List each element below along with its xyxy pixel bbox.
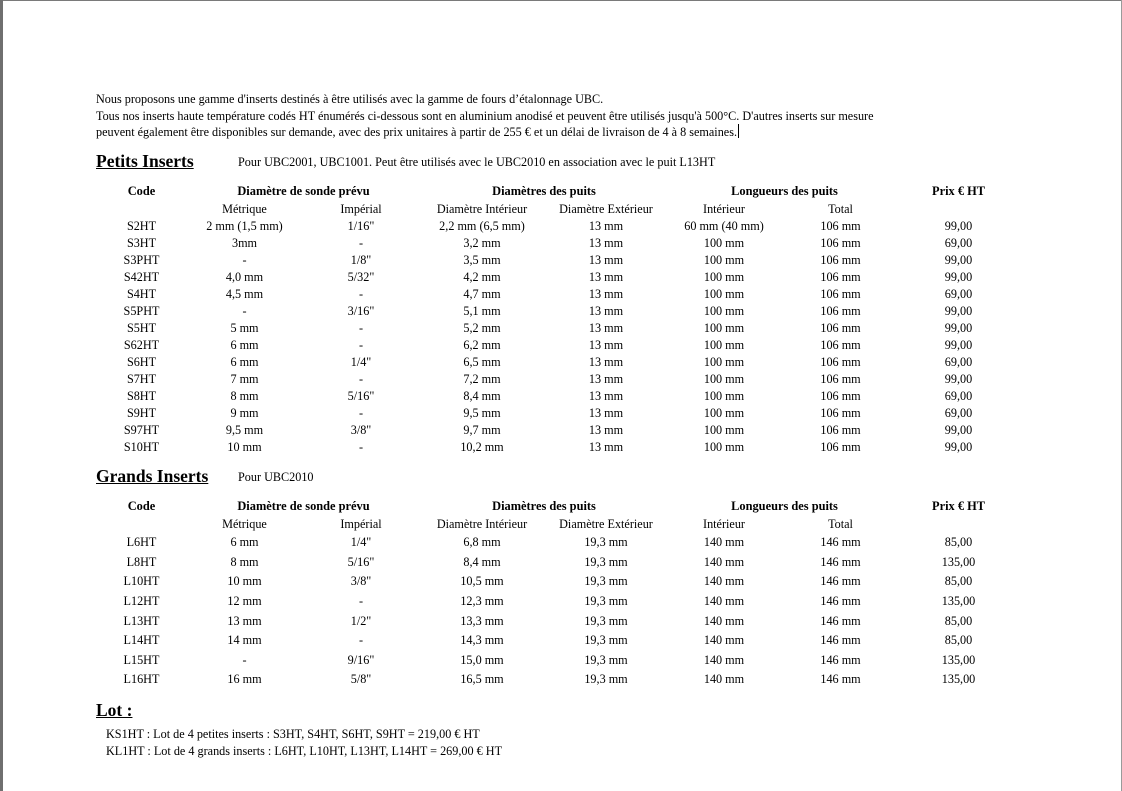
cell-total: 146 mm (820, 574, 861, 589)
cell-total: 106 mm (820, 372, 861, 386)
cell-diametre-interieur: 6,2 mm (463, 338, 501, 352)
grands-inserts-note: Pour UBC2010 (238, 470, 314, 484)
cell-prix: 99,00 (944, 372, 973, 386)
cell-prix: 135,00 (941, 554, 976, 569)
cell-imperial: - (358, 633, 364, 648)
cell-diametre-exterieur: 19,3 mm (584, 613, 628, 628)
cell-diametre-interieur: 2,2 mm (6,5 mm) (439, 219, 525, 233)
subheader-empty (96, 516, 187, 533)
cell-diametre-exterieur: 13 mm (588, 389, 624, 403)
cell-code: S2HT (126, 219, 157, 233)
cell-imperial: - (358, 594, 364, 609)
petits-inserts-table (96, 182, 1016, 456)
subheader-metrique: Métrique (222, 202, 267, 216)
table-row (96, 611, 1016, 631)
cell-diametre-interieur: 14,3 mm (460, 633, 504, 648)
header-diametres-puits: Diamètres des puits (492, 184, 596, 198)
table-row (96, 631, 1016, 651)
cell-diametre-interieur: 12,3 mm (460, 594, 504, 609)
cell-interieur: 100 mm (703, 423, 745, 437)
cell-metrique: 4,0 mm (225, 270, 264, 284)
cell-prix: 135,00 (941, 652, 976, 667)
cell-code: S5HT (126, 321, 157, 335)
lot-title: Lot : (96, 700, 133, 720)
table-row (96, 388, 1016, 405)
cell-imperial: 3/8" (350, 574, 372, 589)
cell-code: L16HT (123, 672, 160, 687)
cell-metrique: 12 mm (227, 594, 262, 609)
cell-interieur: 140 mm (703, 574, 745, 589)
cell-code: L12HT (123, 594, 160, 609)
cell-total: 106 mm (820, 253, 861, 267)
cell-code: L14HT (123, 633, 160, 648)
cell-total: 106 mm (820, 236, 861, 250)
cell-total: 106 mm (820, 355, 861, 369)
intro-paragraph[interactable] (96, 91, 996, 141)
cell-total: 106 mm (820, 219, 861, 233)
cell-total: 146 mm (820, 554, 861, 569)
cell-imperial: - (358, 236, 364, 250)
cell-code: S42HT (123, 270, 160, 284)
cell-prix: 99,00 (944, 253, 973, 267)
cell-code: S9HT (126, 406, 157, 420)
cell-diametre-exterieur: 13 mm (588, 321, 624, 335)
cell-diametre-interieur: 4,7 mm (463, 287, 501, 301)
cell-imperial: 5/16" (347, 389, 375, 403)
cell-prix: 69,00 (944, 355, 973, 369)
cell-code: S3PHT (123, 253, 160, 267)
cell-imperial: - (358, 321, 364, 335)
grands-inserts-table (96, 497, 1016, 690)
cell-diametre-interieur: 5,1 mm (463, 304, 501, 318)
cell-diametre-exterieur: 19,3 mm (584, 594, 628, 609)
lot-line-kl1ht: KL1HT : Lot de 4 grands inserts : L6HT, L10HT, L13HT, L14HT = 269,00 € HT (106, 744, 503, 758)
cell-code: S10HT (123, 440, 160, 454)
cell-code: S5PHT (123, 304, 160, 318)
cell-interieur: 100 mm (703, 338, 745, 352)
cell-imperial: 3/8" (350, 423, 372, 437)
subheader-total: Total (828, 517, 853, 531)
cell-total: 146 mm (820, 672, 861, 687)
cell-code: S4HT (126, 287, 157, 301)
cell-prix: 85,00 (944, 535, 973, 550)
cell-diametre-interieur: 3,2 mm (463, 236, 501, 250)
cell-code: L8HT (126, 554, 157, 569)
cell-diametre-interieur: 7,2 mm (463, 372, 501, 386)
cell-diametre-interieur: 10,2 mm (460, 440, 504, 454)
cell-metrique: 14 mm (227, 633, 262, 648)
cell-interieur: 100 mm (703, 270, 745, 284)
cell-metrique: 2 mm (1,5 mm) (206, 219, 283, 233)
cell-code: S8HT (126, 389, 157, 403)
subheader-interieur: Intérieur (703, 202, 745, 216)
lot-line-ks1ht: KS1HT : Lot de 4 petites inserts : S3HT, S4HT, S6HT, S9HT = 219,00 € HT (106, 727, 480, 741)
subheader-imperial: Impérial (340, 202, 382, 216)
cell-interieur: 140 mm (703, 594, 745, 609)
cell-prix: 69,00 (944, 406, 973, 420)
cell-diametre-exterieur: 13 mm (588, 423, 624, 437)
cell-interieur: 100 mm (703, 406, 745, 420)
cell-metrique: 10 mm (227, 440, 262, 454)
cell-diametre-interieur: 9,7 mm (463, 423, 501, 437)
table-row (96, 572, 1016, 592)
table-row (96, 533, 1016, 553)
table-row (96, 651, 1016, 671)
cell-prix: 69,00 (944, 389, 973, 403)
cell-metrique: 16 mm (227, 672, 262, 687)
cell-imperial: 1/2" (350, 613, 372, 628)
cell-diametre-interieur: 5,2 mm (463, 321, 501, 335)
cell-diametre-exterieur: 19,3 mm (584, 574, 628, 589)
cell-code: L15HT (123, 652, 160, 667)
cell-code: L6HT (126, 535, 157, 550)
cell-interieur: 100 mm (703, 253, 745, 267)
table-row (96, 337, 1016, 354)
cell-code: S6HT (126, 355, 157, 369)
cell-interieur: 100 mm (703, 355, 745, 369)
cell-diametre-exterieur: 13 mm (588, 253, 624, 267)
subheader-diametre-interieur: Diamètre Intérieur (436, 202, 528, 216)
window-top-border (0, 0, 1122, 1)
cell-interieur: 140 mm (703, 535, 745, 550)
cell-diametre-interieur: 3,5 mm (463, 253, 501, 267)
petits-inserts-rows (96, 218, 1016, 456)
cell-interieur: 100 mm (703, 236, 745, 250)
cell-metrique: 4,5 mm (225, 287, 264, 301)
table-row (96, 269, 1016, 286)
cell-total: 106 mm (820, 423, 861, 437)
table-row (96, 252, 1016, 269)
subheader-empty (901, 201, 1016, 218)
cell-metrique: 6 mm (230, 355, 259, 369)
cell-interieur: 60 mm (40 mm) (684, 219, 764, 233)
header-prix: Prix € HT (932, 499, 986, 513)
cell-interieur: 100 mm (703, 372, 745, 386)
cell-diametre-interieur: 13,3 mm (460, 613, 504, 628)
subheader-diametre-exterieur: Diamètre Extérieur (559, 202, 653, 216)
cell-total: 106 mm (820, 304, 861, 318)
cell-code: S62HT (123, 338, 160, 352)
cell-metrique: 8 mm (230, 554, 259, 569)
cell-diametre-exterieur: 13 mm (588, 440, 624, 454)
cell-diametre-interieur: 4,2 mm (463, 270, 501, 284)
cell-interieur: 140 mm (703, 613, 745, 628)
cell-diametre-exterieur: 19,3 mm (584, 633, 628, 648)
cell-prix: 99,00 (944, 270, 973, 284)
lot-list (106, 726, 502, 760)
cell-interieur: 100 mm (703, 389, 745, 403)
intro-line-2: Tous nos inserts haute température codés HT énumérés ci-dessous sont en aluminium anodisé et peuvent être utilisés jusqu'à 500°C. D'autres inserts sur mesure (96, 108, 874, 123)
cell-metrique: 9,5 mm (225, 423, 264, 437)
cell-total: 146 mm (820, 594, 861, 609)
cell-interieur: 140 mm (703, 554, 745, 569)
cell-metrique: 7 mm (230, 372, 259, 386)
cell-diametre-exterieur: 13 mm (588, 219, 624, 233)
cell-prix: 69,00 (944, 236, 973, 250)
cell-diametre-interieur: 6,8 mm (463, 535, 501, 550)
cell-metrique: - (242, 304, 247, 318)
cell-metrique: 3mm (231, 236, 258, 250)
table-row (96, 286, 1016, 303)
cell-prix: 85,00 (944, 633, 973, 648)
table-row (96, 218, 1016, 235)
cell-imperial: - (358, 440, 364, 454)
subheader-imperial: Impérial (340, 517, 382, 531)
cell-interieur: 100 mm (703, 321, 745, 335)
cell-imperial: 1/4" (350, 535, 372, 550)
cell-prix: 99,00 (944, 440, 973, 454)
cell-interieur: 140 mm (703, 672, 745, 687)
header-prix: Prix € HT (932, 184, 986, 198)
cell-total: 106 mm (820, 440, 861, 454)
cell-prix: 99,00 (944, 338, 973, 352)
cell-total: 106 mm (820, 270, 861, 284)
cell-total: 146 mm (820, 652, 861, 667)
cell-metrique: - (242, 652, 247, 667)
cell-code: L10HT (123, 574, 160, 589)
table-row (96, 354, 1016, 371)
cell-diametre-interieur: 8,4 mm (463, 389, 501, 403)
table-row (96, 670, 1016, 690)
header-diametre-sonde: Diamètre de sonde prévu (237, 184, 370, 198)
header-code: Code (127, 184, 156, 198)
cell-diametre-interieur: 8,4 mm (463, 554, 501, 569)
cell-metrique: 8 mm (230, 389, 259, 403)
cell-diametre-exterieur: 13 mm (588, 406, 624, 420)
cell-diametre-exterieur: 19,3 mm (584, 535, 628, 550)
cell-prix: 99,00 (944, 304, 973, 318)
cell-prix: 135,00 (941, 594, 976, 609)
grands-inserts-rows (96, 533, 1016, 690)
cell-metrique: 5 mm (230, 321, 259, 335)
cell-diametre-interieur: 16,5 mm (460, 672, 504, 687)
cell-imperial: 5/8" (350, 672, 372, 687)
cell-total: 106 mm (820, 338, 861, 352)
cell-diametre-exterieur: 13 mm (588, 372, 624, 386)
cell-imperial: 1/4" (350, 355, 372, 369)
cell-total: 106 mm (820, 389, 861, 403)
table-row (96, 303, 1016, 320)
subheader-metrique: Métrique (222, 517, 267, 531)
header-code: Code (127, 499, 156, 513)
cell-imperial: - (358, 406, 364, 420)
cell-metrique: 9 mm (230, 406, 259, 420)
table-row (96, 371, 1016, 388)
petits-inserts-note: Pour UBC2001, UBC1001. Peut être utilisés avec le UBC2010 en association avec le puit L13HT (238, 155, 716, 169)
cell-diametre-exterieur: 19,3 mm (584, 554, 628, 569)
header-diametre-sonde: Diamètre de sonde prévu (237, 499, 370, 513)
cell-total: 106 mm (820, 406, 861, 420)
table-row (96, 553, 1016, 573)
cell-metrique: 13 mm (227, 613, 262, 628)
cell-imperial: 1/8" (350, 253, 372, 267)
cell-imperial: 5/32" (347, 270, 375, 284)
cell-metrique: 6 mm (230, 338, 259, 352)
window-left-border (0, 0, 3, 791)
cell-prix: 85,00 (944, 613, 973, 628)
subheader-interieur: Intérieur (703, 517, 745, 531)
cell-diametre-exterieur: 13 mm (588, 287, 624, 301)
cell-total: 106 mm (820, 287, 861, 301)
table-row (96, 592, 1016, 612)
cell-code: L13HT (123, 613, 160, 628)
intro-line-1: Nous proposons une gamme d'inserts destinés à être utilisés avec la gamme de fours d’étalonnage UBC. (96, 92, 604, 106)
cell-interieur: 100 mm (703, 287, 745, 301)
cell-imperial: - (358, 372, 364, 386)
cell-interieur: 140 mm (703, 633, 745, 648)
cell-interieur: 100 mm (703, 440, 745, 454)
cell-prix: 99,00 (944, 219, 973, 233)
cell-diametre-interieur: 9,5 mm (463, 406, 501, 420)
cell-diametre-exterieur: 13 mm (588, 270, 624, 284)
cell-diametre-exterieur: 13 mm (588, 236, 624, 250)
intro-line-3-text: peuvent également être disponibles sur demande, avec des prix unitaires à partir de 255 € et un délai de livraison de 4 à 8 semaines. (96, 125, 737, 139)
cell-diametre-exterieur: 13 mm (588, 304, 624, 318)
grands-inserts-title: Grands Inserts (96, 466, 209, 486)
text-cursor (738, 124, 739, 138)
subheader-empty (96, 201, 187, 218)
cell-metrique: - (242, 253, 247, 267)
cell-imperial: - (358, 287, 364, 301)
cell-imperial: - (358, 338, 364, 352)
cell-total: 106 mm (820, 321, 861, 335)
cell-prix: 85,00 (944, 574, 973, 589)
cell-diametre-interieur: 15,0 mm (460, 652, 504, 667)
cell-diametre-exterieur: 13 mm (588, 338, 624, 352)
cell-code: S97HT (123, 423, 160, 437)
header-diametres-puits: Diamètres des puits (492, 499, 596, 513)
cell-diametre-exterieur: 13 mm (588, 355, 624, 369)
cell-diametre-interieur: 10,5 mm (460, 574, 504, 589)
table-row (96, 405, 1016, 422)
cell-imperial: 1/16" (347, 219, 375, 233)
cell-metrique: 10 mm (227, 574, 262, 589)
petits-inserts-title: Petits Inserts (96, 151, 194, 171)
subheader-empty (901, 516, 1016, 533)
cell-total: 146 mm (820, 613, 861, 628)
cell-imperial: 5/16" (347, 554, 375, 569)
cell-diametre-interieur: 6,5 mm (463, 355, 501, 369)
cell-imperial: 9/16" (347, 652, 375, 667)
subheader-total: Total (828, 202, 853, 216)
table-row (96, 439, 1016, 456)
cell-diametre-exterieur: 19,3 mm (584, 672, 628, 687)
cell-total: 146 mm (820, 633, 861, 648)
cell-imperial: 3/16" (347, 304, 375, 318)
header-longueurs-puits: Longueurs des puits (731, 184, 838, 198)
table-row (96, 422, 1016, 439)
cell-interieur: 100 mm (703, 304, 745, 318)
subheader-diametre-exterieur: Diamètre Extérieur (559, 517, 653, 531)
cell-metrique: 6 mm (230, 535, 259, 550)
header-longueurs-puits: Longueurs des puits (731, 499, 838, 513)
cell-prix: 135,00 (941, 672, 976, 687)
table-row (96, 235, 1016, 252)
cell-prix: 69,00 (944, 287, 973, 301)
intro-line-3 (96, 124, 996, 141)
cell-interieur: 140 mm (703, 652, 745, 667)
cell-diametre-exterieur: 19,3 mm (584, 652, 628, 667)
cell-prix: 99,00 (944, 423, 973, 437)
table-row (96, 320, 1016, 337)
subheader-diametre-interieur: Diamètre Intérieur (436, 517, 528, 531)
cell-code: S3HT (126, 236, 157, 250)
cell-code: S7HT (126, 372, 157, 386)
cell-total: 146 mm (820, 535, 861, 550)
cell-prix: 99,00 (944, 321, 973, 335)
